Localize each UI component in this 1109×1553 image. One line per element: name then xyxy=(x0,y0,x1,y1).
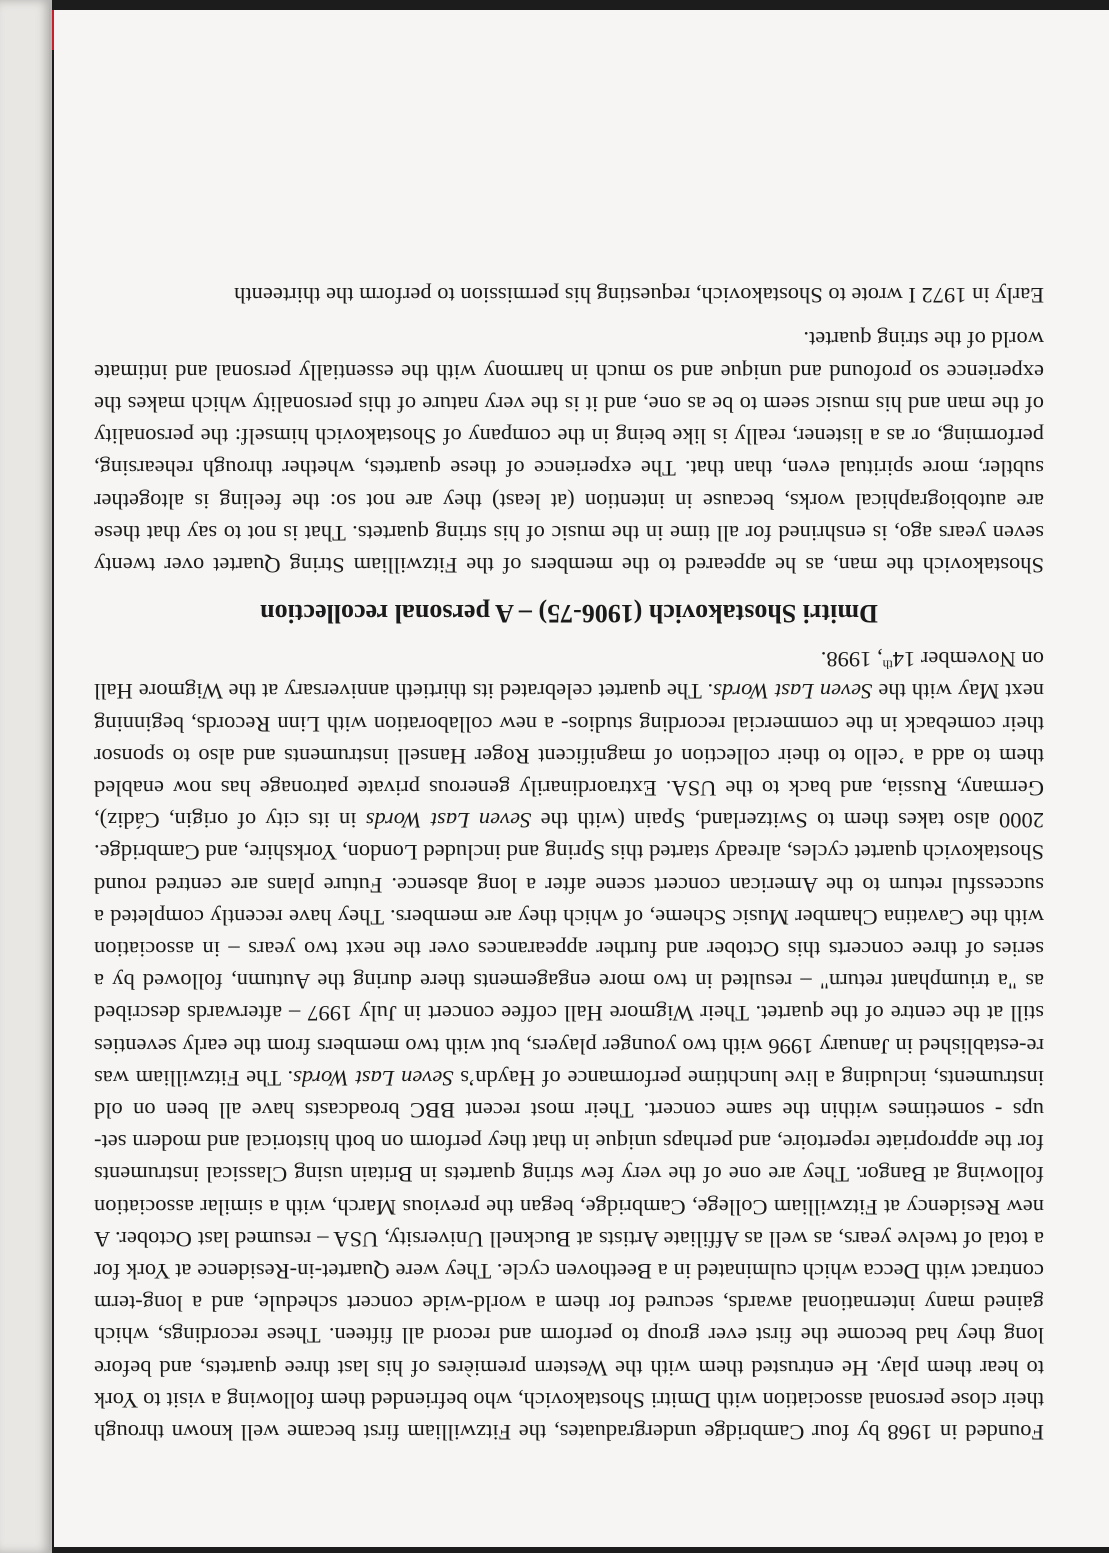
fitzwilliam-biography-paragraph xyxy=(94,643,1044,1448)
work-title-italic: Seven Last Words xyxy=(365,808,532,834)
text-run: . The quartet celebrated its thirtieth anniversary at the Wigmore Hall on November 14 xyxy=(94,647,1044,705)
recollection-paragraph: Shostakovich the man, as he appeared to the members of the Fitzwilliam String Quartet over twenty seven years ago, is enshrined for all time in the music of his string quartets. That is not to say that these are autobiographical works, because in intention (at least) they are not so: the feeling is altogether subtler, more spiritual even, than that. The experience of these quartets, whether through rehearsing, performing, or as a listener, really is like being in the company of Shostakovich himself: the personality of the man and his music seem to be as one, and it is the very nature of this personality which makes the experience so profound and unique and so much in harmony with the essentially personal and intimate world of the string quartet. xyxy=(94,327,1044,578)
work-title-italic: Seven Last Words xyxy=(293,1065,454,1091)
book-page xyxy=(54,10,1109,1547)
page-edge xyxy=(49,0,52,1553)
text-run: Founded in 1968 by four Cambridge undergraduates, the Fitzwilliam first became well known through their close personal association with Dmitri Shostakovich, who befriended them following a visit to York to hear them play. He entrusted them with the Western premières of his last three quartets, and before long they had become the first ever group to perform and record all fifteen. These recordings, which gained many international awards, secured for them a world-wide concert schedule, and a long-term contract with Decca which culminated in a Beethoven cycle. They were Quartet-in-Residence at York for a total of twelve years, as well as Affiliate Artists at Bucknell University, USA – resumed last October. A new Residency at Fitzwilliam College, Cambridge, began the previous March, with a similar association following at Bangor. They are one of the very few string quartets in Britain using Classical instruments for the appropriate repertoire, and perhaps unique in that they perform on both historical and modern set-ups - sometimes within the same concert. Their most recent BBC broadcasts have all been on old instruments, including a live lunchtime performance of Haydn’s xyxy=(94,1065,1044,1445)
article-heading: Dmitri Shostakovich (1906-75) – A personal recollection xyxy=(260,598,878,628)
rotated-text-block xyxy=(94,128,1044,1448)
closing-paragraph-start: Early in 1972 I wrote to Shostakovich, requesting his permission to perform the thirteenth xyxy=(234,283,1044,309)
ordinal-superscript: th xyxy=(882,657,893,673)
facing-page xyxy=(0,0,52,1553)
work-title-italic: Seven Last Words xyxy=(713,679,873,705)
text-run: . The Fitzwilliam was re-established in January 1996 with two younger players, but with two members from the early seventies still at the centre of the quartet. Their Wigmore Hall coffee concert in July 1997 – afterwards described as "a triumphant return" – resulted in two more engagements there during the Autumn, followed by a series of three concerts this October and further appearances over the next two years – in association with the Cavatina Chamber Music Scheme, of which they are members. They have recently completed a successful return to the American concert scene after a long absence. Future plans are centred round Shostakovich quartet cycles, already started this Spring and included London, Yorkshire, and Cambridge. 2000 also takes them to Switzerland, Spain (with the xyxy=(93,808,1044,1091)
text-run: in its city of origin, Cádiz), Germany, Russia, and back to the USA. Extraordinarily generous private patronage has now enabled them to add a ’cello to their collection of magnificent Roger Hansell instruments and also to sponsor their comeback in the commercial recording studios- a new collaboration with Linn Records, beginning next May with the xyxy=(94,679,1044,834)
text-run: , 1998. xyxy=(820,647,883,673)
